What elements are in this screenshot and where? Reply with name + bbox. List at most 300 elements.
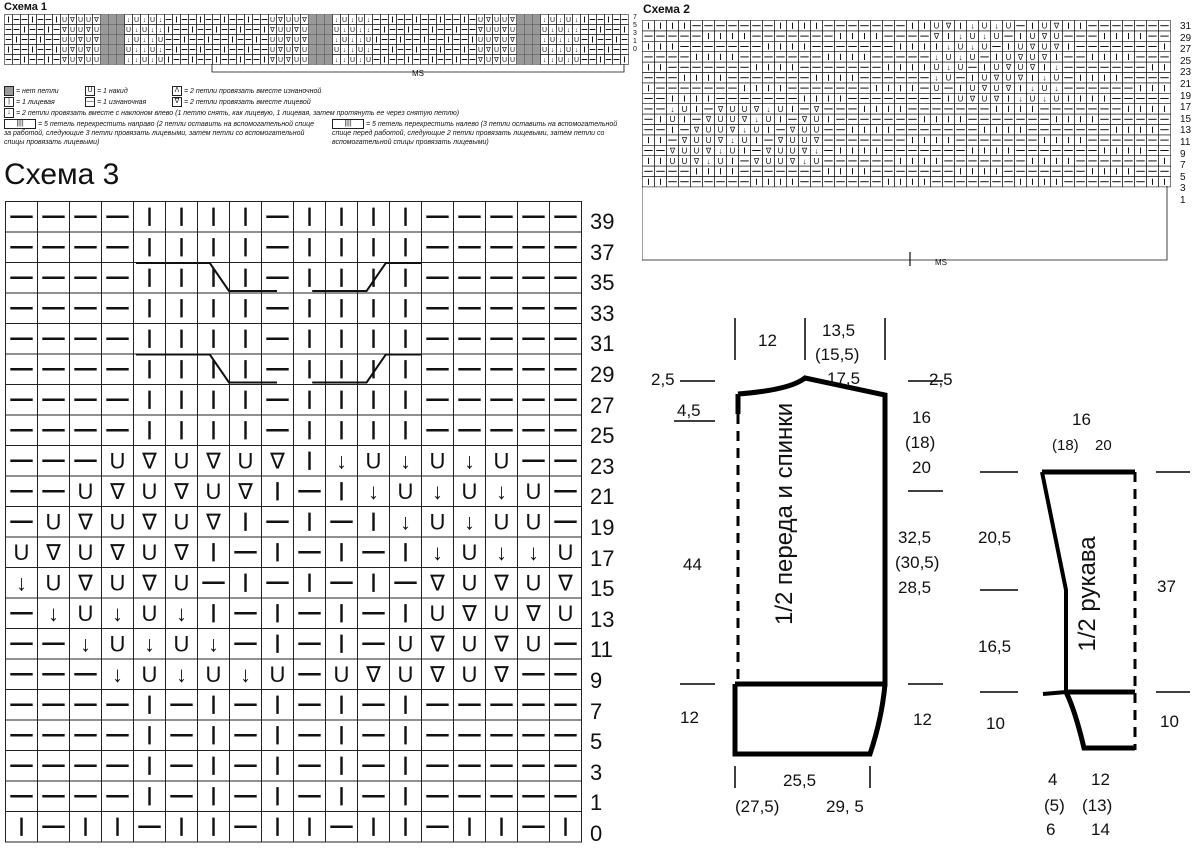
svg-text:U: U [157, 37, 164, 45]
svg-text:∇: ∇ [753, 156, 760, 166]
svg-text:U: U [741, 104, 748, 114]
s3-row-label: 39 [590, 209, 615, 234]
svg-text:U: U [525, 479, 542, 505]
svg-text:∇: ∇ [1029, 42, 1036, 52]
svg-text:U: U [173, 448, 190, 474]
svg-text:U: U [461, 570, 478, 596]
svg-text:∇: ∇ [70, 47, 75, 55]
schema-3-grid [5, 201, 582, 844]
svg-text:∇: ∇ [78, 570, 93, 596]
svg-text:∇: ∇ [801, 115, 808, 125]
svg-text:U: U [717, 125, 724, 135]
svg-text:U: U [397, 662, 414, 688]
svg-text:∇: ∇ [993, 94, 1000, 104]
svg-text:U: U [509, 27, 516, 35]
svg-text:U: U [237, 448, 254, 474]
legend-knit-text: = 1 лицевая [16, 98, 55, 106]
body-neck-width: 12 [758, 331, 777, 350]
sleeve-piece-label: 1/2 рукава [1074, 536, 1101, 652]
svg-text:U: U [509, 57, 516, 65]
svg-text:∇: ∇ [278, 47, 283, 55]
svg-text:↓: ↓ [802, 156, 807, 166]
svg-text:U: U [285, 27, 292, 35]
svg-text:↓: ↓ [934, 52, 939, 62]
svg-text:∇: ∇ [294, 27, 299, 35]
svg-text:U: U [1029, 31, 1036, 41]
svg-text:↓: ↓ [142, 17, 147, 25]
s3-row-label: 29 [590, 361, 615, 387]
svg-text:↓: ↓ [542, 37, 547, 45]
s3-row-label: 35 [590, 270, 615, 296]
svg-text:U: U [525, 509, 542, 535]
svg-text:U: U [477, 37, 484, 45]
svg-text:U: U [93, 27, 100, 35]
svg-text:U: U [77, 540, 94, 566]
svg-text:U: U [109, 448, 126, 474]
s3-row-label: 5 [590, 729, 603, 755]
s2-row-label: 19 [1180, 90, 1192, 102]
svg-text:↓: ↓ [574, 47, 579, 55]
svg-text:∇: ∇ [693, 156, 700, 166]
body-rib-left: 12 [680, 708, 699, 727]
svg-text:U: U [1017, 63, 1024, 73]
svg-text:∇: ∇ [526, 601, 541, 627]
svg-text:U: U [993, 31, 1000, 41]
legend-no-stitch-text: = нет петли [16, 87, 59, 95]
svg-text:↓: ↓ [464, 448, 475, 474]
svg-text:U: U [1005, 21, 1012, 31]
svg-text:↓: ↓ [48, 601, 59, 627]
schema-2-ms-label: MS [935, 258, 947, 267]
svg-text:U: U [565, 47, 572, 55]
svg-text:U: U [565, 17, 572, 25]
svg-text:∇: ∇ [142, 509, 157, 535]
svg-text:U: U [93, 57, 100, 65]
svg-text:U: U [541, 47, 548, 55]
svg-text:↓: ↓ [240, 662, 251, 688]
body-right-top: 2,5 [929, 370, 953, 389]
svg-text:↓: ↓ [566, 27, 571, 35]
svg-text:U: U [693, 146, 700, 156]
svg-text:↓: ↓ [670, 104, 675, 114]
svg-text:↓: ↓ [706, 156, 711, 166]
svg-text:U: U [1029, 52, 1036, 62]
legend-cross-left [332, 119, 632, 147]
svg-text:∇: ∇ [294, 47, 299, 55]
svg-text:U: U [493, 47, 500, 55]
svg-text:∇: ∇ [801, 146, 808, 156]
svg-text:∇: ∇ [142, 570, 157, 596]
svg-text:∇: ∇ [669, 146, 676, 156]
svg-text:↓: ↓ [144, 631, 155, 657]
svg-text:U: U [85, 57, 92, 65]
svg-text:U: U [13, 540, 30, 566]
s3-row-label: 19 [590, 514, 615, 540]
svg-text:↓: ↓ [142, 37, 147, 45]
svg-text:U: U [717, 115, 724, 125]
sleeve-right-total: 37 [1157, 577, 1176, 596]
svg-text:↓: ↓ [558, 37, 563, 45]
svg-text:U: U [461, 540, 478, 566]
svg-text:U: U [277, 27, 284, 35]
svg-text:U: U [573, 37, 580, 45]
svg-text:↓: ↓ [1030, 83, 1035, 93]
svg-text:∇: ∇ [478, 27, 483, 35]
svg-text:∇: ∇ [110, 540, 125, 566]
svg-text:U: U [1041, 83, 1048, 93]
svg-text:U: U [357, 17, 364, 25]
svg-text:↓: ↓ [1054, 83, 1059, 93]
svg-text:↓: ↓ [958, 31, 963, 41]
svg-text:U: U [813, 115, 820, 125]
svg-text:∇: ∇ [494, 57, 499, 65]
body-bottom-2: (27,5) [735, 797, 780, 816]
svg-text:↓: ↓ [432, 479, 443, 505]
svg-text:U: U [397, 631, 414, 657]
svg-text:∇: ∇ [94, 17, 99, 25]
legend-purl-text: = 1 изнаночная [97, 98, 147, 106]
svg-text:U: U [1017, 42, 1024, 52]
cross-right-icon: |||| [4, 119, 36, 129]
svg-text:∇: ∇ [1005, 83, 1012, 93]
s3-row-label: 1 [590, 790, 603, 816]
svg-text:U: U [301, 47, 308, 55]
svg-text:U: U [365, 37, 372, 45]
svg-text:U: U [549, 37, 556, 45]
svg-text:↓: ↓ [80, 631, 91, 657]
s3-row-label: 33 [590, 300, 615, 326]
svg-text:∇: ∇ [681, 135, 688, 145]
svg-text:U: U [85, 17, 92, 25]
svg-text:∇: ∇ [62, 57, 67, 65]
svg-text:∇: ∇ [1041, 31, 1048, 41]
svg-text:U: U [141, 57, 148, 65]
body-shoulder-3: 17,5 [827, 369, 861, 388]
svg-text:↓: ↓ [150, 37, 155, 45]
svg-text:↓: ↓ [528, 540, 539, 566]
sleeve-left-upper: 20,5 [978, 528, 1012, 547]
svg-text:↓: ↓ [958, 52, 963, 62]
body-left-neck: 4,5 [677, 401, 701, 420]
s3-row-label: 7 [590, 698, 603, 724]
s2-row-label: 17 [1180, 102, 1192, 114]
svg-text:∇: ∇ [993, 73, 1000, 83]
svg-text:U: U [61, 37, 68, 45]
schema-1-row-3: 3 [633, 30, 637, 37]
svg-text:U: U [753, 125, 760, 135]
s2-row-label: 27 [1180, 44, 1192, 56]
legend-skpo-text: = 2 петли провязать вместе с наклоном влево (1 петлю снять, как лицевую, 1 лицевая, затем протянуть ее через снятую петлю) [16, 109, 460, 117]
svg-text:U: U [981, 73, 988, 83]
svg-text:↓: ↓ [464, 509, 475, 535]
svg-text:∇: ∇ [142, 448, 157, 474]
svg-text:∇: ∇ [270, 57, 275, 65]
svg-text:↓: ↓ [134, 27, 139, 35]
svg-text:U: U [365, 448, 382, 474]
svg-text:U: U [429, 601, 446, 627]
svg-text:U: U [341, 37, 348, 45]
svg-text:U: U [1005, 73, 1012, 83]
svg-text:U: U [573, 57, 580, 65]
svg-text:U: U [557, 27, 564, 35]
svg-text:U: U [729, 115, 736, 125]
svg-text:↓: ↓ [742, 125, 747, 135]
svg-text:U: U [333, 27, 340, 35]
svg-text:∇: ∇ [206, 509, 221, 535]
s2-row-label: 29 [1180, 32, 1192, 44]
svg-text:↓: ↓ [496, 479, 507, 505]
svg-text:∇: ∇ [1029, 63, 1036, 73]
svg-text:U: U [777, 146, 784, 156]
svg-text:∇: ∇ [430, 570, 445, 596]
svg-text:U: U [813, 125, 820, 135]
svg-text:↓: ↓ [16, 570, 27, 596]
body-armhole-2: (18) [905, 433, 936, 452]
s3-row-label: 21 [590, 484, 615, 510]
schema-3-title: Схема 3 [4, 158, 120, 191]
svg-text:U: U [993, 83, 1000, 93]
body-shoulder-2: (15,5) [815, 345, 860, 364]
svg-text:U: U [77, 17, 84, 25]
legend-knit [4, 97, 55, 107]
body-left-top: 2,5 [651, 370, 675, 389]
s3-row-label: 25 [590, 423, 615, 449]
svg-text:∇: ∇ [78, 509, 93, 535]
svg-text:∇: ∇ [969, 94, 976, 104]
svg-text:∇: ∇ [1053, 42, 1060, 52]
svg-text:U: U [549, 17, 556, 25]
svg-text:U: U [981, 42, 988, 52]
svg-text:↓: ↓ [350, 47, 355, 55]
svg-text:↓: ↓ [730, 135, 735, 145]
svg-text:∇: ∇ [981, 83, 988, 93]
sleeve-top-2: (18) [1052, 437, 1079, 454]
svg-text:∇: ∇ [1005, 63, 1012, 73]
svg-text:↓: ↓ [358, 57, 363, 65]
svg-text:↓: ↓ [350, 17, 355, 25]
svg-text:∇: ∇ [70, 17, 75, 25]
svg-text:U: U [557, 57, 564, 65]
svg-text:↓: ↓ [126, 57, 131, 65]
svg-text:U: U [501, 57, 508, 65]
svg-text:U: U [681, 104, 688, 114]
svg-text:U: U [461, 479, 478, 505]
svg-text:U: U [957, 94, 964, 104]
svg-text:↓: ↓ [982, 31, 987, 41]
svg-text:∇: ∇ [1017, 73, 1024, 83]
svg-text:U: U [705, 135, 712, 145]
svg-text:∇: ∇ [286, 37, 291, 45]
svg-text:∇: ∇ [729, 125, 736, 135]
svg-text:↓: ↓ [574, 27, 579, 35]
s3-row-label: 15 [590, 576, 615, 602]
svg-text:U: U [205, 662, 222, 688]
cross-left-icon: |||| [332, 119, 364, 129]
svg-text:U: U [269, 47, 276, 55]
svg-text:∇: ∇ [78, 37, 83, 45]
svg-text:U: U [993, 63, 1000, 73]
svg-text:U: U [45, 570, 62, 596]
svg-text:U: U [45, 509, 62, 535]
svg-text:↓: ↓ [718, 146, 723, 156]
svg-text:U: U [349, 57, 356, 65]
p2tog-icon: Λ [172, 86, 182, 96]
svg-text:U: U [1053, 31, 1060, 41]
svg-text:U: U [945, 73, 952, 83]
svg-text:↓: ↓ [366, 27, 371, 35]
svg-text:U: U [493, 601, 510, 627]
schema-1-row-5: 5 [633, 22, 637, 29]
svg-text:↓: ↓ [342, 27, 347, 35]
svg-text:↓: ↓ [150, 27, 155, 35]
svg-text:U: U [485, 37, 492, 45]
svg-text:↓: ↓ [366, 17, 371, 25]
svg-text:∇: ∇ [286, 57, 291, 65]
svg-text:↓: ↓ [946, 63, 951, 73]
svg-text:U: U [333, 662, 350, 688]
svg-text:↓: ↓ [1018, 94, 1023, 104]
svg-text:U: U [557, 601, 574, 627]
svg-text:U: U [61, 47, 68, 55]
svg-text:U: U [741, 135, 748, 145]
svg-text:U: U [461, 662, 478, 688]
svg-text:U: U [349, 27, 356, 35]
svg-text:↓: ↓ [158, 17, 163, 25]
svg-text:U: U [293, 57, 300, 65]
svg-text:↓: ↓ [550, 57, 555, 65]
sleeve-left-lower: 16,5 [978, 637, 1012, 656]
svg-text:U: U [285, 17, 292, 25]
svg-text:↓: ↓ [934, 73, 939, 83]
schema-2-title: Схема 2 [643, 2, 690, 16]
legend-cross-left-text: = 5 петель перекрестить налево (3 петли оставить на вспомогательной спице перед работой, следующие 2 петли провязать лицевыми, затем петли со вспомогательной спицы провязать лицевыми) [332, 120, 618, 146]
svg-text:↓: ↓ [366, 47, 371, 55]
svg-text:U: U [705, 125, 712, 135]
body-rib-right: 12 [913, 710, 932, 729]
svg-text:↓: ↓ [208, 631, 219, 657]
svg-text:U: U [493, 17, 500, 25]
svg-text:U: U [669, 115, 676, 125]
svg-text:U: U [277, 57, 284, 65]
sleeve-cuff-left: 10 [986, 714, 1005, 733]
svg-text:U: U [269, 17, 276, 25]
svg-text:↓: ↓ [342, 47, 347, 55]
svg-text:U: U [493, 448, 510, 474]
svg-text:∇: ∇ [813, 104, 820, 114]
s2-row-label: 13 [1180, 125, 1192, 137]
svg-text:U: U [301, 27, 308, 35]
svg-text:↓: ↓ [150, 57, 155, 65]
svg-text:U: U [525, 631, 542, 657]
svg-text:↓: ↓ [558, 47, 563, 55]
svg-text:U: U [801, 125, 808, 135]
svg-text:U: U [77, 27, 84, 35]
svg-text:U: U [477, 47, 484, 55]
svg-text:↓: ↓ [1042, 73, 1047, 83]
svg-text:↓: ↓ [334, 37, 339, 45]
svg-text:∇: ∇ [174, 540, 189, 566]
svg-text:U: U [501, 37, 508, 45]
s3-row-label: 11 [590, 637, 613, 663]
svg-text:↓: ↓ [970, 42, 975, 52]
svg-text:U: U [397, 479, 414, 505]
s3-row-label: 31 [590, 331, 615, 357]
legend-purl [85, 97, 146, 107]
s2-row-label: 3 [1180, 183, 1186, 195]
svg-text:U: U [765, 115, 772, 125]
svg-text:U: U [957, 42, 964, 52]
svg-text:U: U [173, 631, 190, 657]
svg-text:∇: ∇ [270, 27, 275, 35]
svg-text:∇: ∇ [302, 37, 307, 45]
body-shoulder-1: 13,5 [822, 321, 856, 340]
svg-text:∇: ∇ [238, 479, 253, 505]
svg-text:↓: ↓ [334, 17, 339, 25]
svg-text:∇: ∇ [494, 37, 499, 45]
svg-text:↓: ↓ [542, 17, 547, 25]
svg-text:↓: ↓ [766, 104, 771, 114]
s3-row-label: 0 [590, 820, 603, 846]
purl-icon: — [86, 98, 94, 105]
s3-row-label: 37 [590, 239, 615, 265]
svg-text:U: U [125, 27, 132, 35]
s2-row-label: 5 [1180, 171, 1186, 183]
s2-row-label: 25 [1180, 55, 1192, 67]
legend-cross-right-text: = 5 петель перекрестить направо (2 петли оставить на вспомогательной спице за работой, следующие 3 петли провязать лицевыми, затем петли со вспомогательной спицы провязать лицевыми) [4, 120, 315, 146]
svg-text:U: U [285, 47, 292, 55]
schema-1-title: Схема 1 [4, 1, 48, 13]
svg-text:↓: ↓ [126, 17, 131, 25]
svg-text:U: U [93, 47, 100, 55]
svg-text:∇: ∇ [558, 570, 573, 596]
svg-text:U: U [141, 540, 158, 566]
svg-text:↓: ↓ [994, 21, 999, 31]
svg-text:↓: ↓ [1054, 63, 1059, 73]
svg-text:U: U [109, 509, 126, 535]
svg-text:U: U [69, 57, 76, 65]
svg-text:↓: ↓ [368, 479, 379, 505]
svg-text:U: U [109, 631, 126, 657]
svg-text:∇: ∇ [717, 104, 724, 114]
svg-text:U: U [981, 21, 988, 31]
svg-text:∇: ∇ [110, 479, 125, 505]
svg-text:U: U [933, 83, 940, 93]
svg-text:U: U [293, 37, 300, 45]
s3-row-label: 9 [590, 667, 603, 693]
svg-text:∇: ∇ [1041, 52, 1048, 62]
svg-text:↓: ↓ [112, 662, 123, 688]
svg-text:∇: ∇ [693, 125, 700, 135]
svg-text:U: U [789, 146, 796, 156]
s2-row-label: 1 [1180, 194, 1186, 206]
skpo-arrow-icon: ↓ [4, 108, 14, 118]
svg-text:↓: ↓ [970, 21, 975, 31]
svg-text:U: U [957, 63, 964, 73]
svg-text:U: U [485, 27, 492, 35]
svg-text:∇: ∇ [510, 37, 515, 45]
legend-yo-text: = 1 накид [97, 87, 128, 95]
svg-text:∇: ∇ [278, 17, 283, 25]
svg-text:∇: ∇ [813, 135, 820, 145]
schema-1-row-7: 7 [633, 14, 637, 21]
svg-text:U: U [269, 662, 286, 688]
svg-text:U: U [525, 570, 542, 596]
svg-text:U: U [933, 63, 940, 73]
svg-text:U: U [1053, 73, 1060, 83]
svg-text:∇: ∇ [494, 662, 509, 688]
s3-row-label: 17 [590, 545, 615, 571]
sleeve-cuff-right: 10 [1160, 712, 1179, 731]
